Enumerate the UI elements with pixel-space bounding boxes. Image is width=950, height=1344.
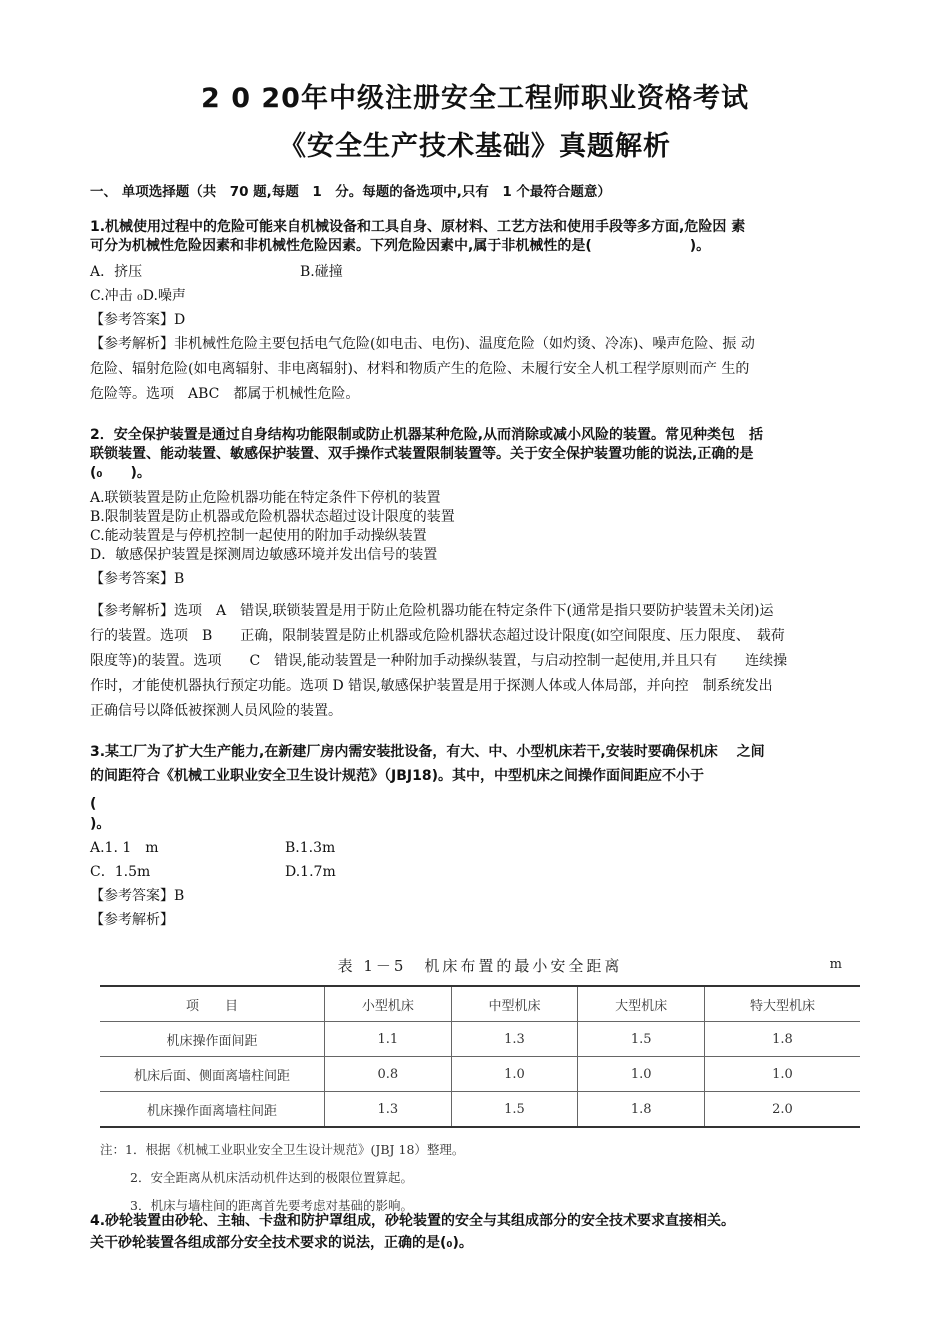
question-stem: 1.机械使用过程中的危险可能来自机械设备和工具自身、原材料、工艺方法和使用手段等多方面,危险因 素 可分为机械性危险因素和非机械性危险因素。下列危险因素中,属于非机械性的是( )。 <box>90 219 746 254</box>
question-stem: 4.砂轮装置由砂轮、主轴、卡盘和防护罩组成，砂轮装置的安全与其组成部分的安全技术要求直接相关。 关干砂轮装置各组成部分安全技术要求的说法，正确的是(₀)。 <box>90 1213 736 1251</box>
table-note: 3．机床与墙柱间的距离首先要考虑对基础的影响。 <box>130 1198 413 1213</box>
option-b: B.碰撞 <box>300 264 343 280</box>
table-cell: 1.8 <box>705 1022 860 1057</box>
question-stem: 2．安全保护装置是通过自身结构功能限制或防止机器某种危险,从而消除或减小风险的装置。常见种类包 括 联锁装置、能动装置、敏感保护装置、双手操作式装置限制装置等。关于安全保护装置功能的说法,正确的是 (₀ )。 <box>90 427 764 481</box>
answer: 【参考答案】B <box>90 888 185 904</box>
document-title: 2 0 20年中级注册安全工程师职业资格考试 <box>201 83 749 114</box>
table-cell: 1.3 <box>325 1092 452 1128</box>
option-b: B.1.3m <box>285 840 336 856</box>
option-d: D．敏感保护装置是探测周边敏感环境并发出信号的装置 <box>90 547 438 563</box>
answer-blank: ( )。 <box>90 796 111 832</box>
table-row <box>100 1092 860 1128</box>
analysis: 【参考解析】选项 A 错误,联锁装置是用于防止危险机器功能在特定条件下(通常是指只要防护装置未关闭)运 行的装置。选项 B 正确，限制装置是防止机器或危险机器状态超过设计限度(如空间限度、压力限度、 载荷 限度等)的装置。选项 C 错误,能动装置是一种附加手动操纵装置，与启动控制一起使用,并且只有 连续操 作时，才能使机器执行预定功能。选项 D 错误,敏感保护装置是用于探测人体或人体局部，并向控 制系统发出 正确信号以降低被探测人员风险的装置。 <box>90 603 788 719</box>
answer: 【参考答案】D <box>90 312 186 328</box>
table-cell: 1.3 <box>451 1022 578 1057</box>
option-a: A.联锁装置是防止危险机器功能在特定条件下停机的装置 <box>90 490 441 506</box>
table-header-cell: 特大型机床 <box>705 986 860 1022</box>
table-cell: 1.5 <box>451 1092 578 1128</box>
table-cell: 1.1 <box>325 1022 452 1057</box>
table-header-row <box>100 986 860 1022</box>
table-cell: 机床操作面间距 <box>100 1022 325 1057</box>
option-row <box>90 860 865 884</box>
option-row <box>90 260 865 284</box>
option-cd: C.冲击 ₀D.噪声 <box>90 288 186 304</box>
table-header-cell: 中型机床 <box>451 986 578 1022</box>
table-header-cell: 项 目 <box>100 986 325 1022</box>
table-caption: 表 1－5 机床布置的最小安全距离 m <box>337 957 842 975</box>
table-notes <box>100 1136 860 1220</box>
analysis-label: 【参考解析】 <box>90 912 174 928</box>
table-cell: 1.5 <box>578 1022 705 1057</box>
table-header-cell: 小型机床 <box>325 986 452 1022</box>
question-2 <box>90 426 865 724</box>
option-a: A.1. 1 m <box>90 840 159 856</box>
table-cell: 0.8 <box>325 1057 452 1092</box>
distance-table-figure <box>100 955 860 1220</box>
distance-table <box>100 985 860 1128</box>
analysis: 【参考解析】非机械性危险主要包括电气危险(如电击、电伤)、温度危险（如灼烫、冷冻)、噪声危险、振 动 危险、辐射危险(如电离辐射、非电离辐射)、材料和物质产生的危险、未履行安全人机工程学原则而产 生的 危险等。选项 ABC 都属于机械性危险。 <box>90 336 755 402</box>
table-cell: 机床后面、侧面离墙柱间距 <box>100 1057 325 1092</box>
option-list <box>90 489 865 565</box>
question-3 <box>90 740 865 932</box>
table-unit: m <box>829 957 842 972</box>
option-c: C.能动装置是与停机控制一起使用的附加手动操纵装置 <box>90 528 427 544</box>
option-b: B.限制装置是防止机器或危险机器状态超过设计限度的装置 <box>90 509 455 525</box>
document-subtitle: 《安全生产技术基础》真题解析 <box>279 131 671 162</box>
table-row <box>100 1057 860 1092</box>
option-row <box>90 836 865 860</box>
option-d: D.1.7m <box>285 864 336 880</box>
table-cell: 1.0 <box>578 1057 705 1092</box>
table-cell: 1.8 <box>578 1092 705 1128</box>
table-cell: 2.0 <box>705 1092 860 1128</box>
table-header-cell: 大型机床 <box>578 986 705 1022</box>
table-cell: 1.0 <box>705 1057 860 1092</box>
table-cell: 1.0 <box>451 1057 578 1092</box>
table-note: 2．安全距离从机床活动机件达到的极限位置算起。 <box>130 1170 413 1185</box>
section-heading: 一、 单项选择题（共 70 题,每题 1 分。每题的备选项中,只有 1 个最符合题意） <box>90 184 611 200</box>
option-c: C．1.5m <box>90 864 151 880</box>
option-a: A．挤压 <box>90 264 143 280</box>
table-row <box>100 1022 860 1057</box>
table-cell: 机床操作面离墙柱间距 <box>100 1092 325 1128</box>
question-1 <box>90 218 865 407</box>
answer: 【参考答案】B <box>90 571 185 587</box>
question-4 <box>90 1210 865 1254</box>
table-note: 注：1．根据《机械工业职业安全卫生设计规范》(JBJ 18）整理。 <box>100 1142 465 1157</box>
question-stem: 3.某工厂为了扩大生产能力,在新建厂房内需安装批设备，有大、中、小型机床若干,安装时要确保机床 之间 的间距符合《机械工业职业安全卫生设计规范》（JBJ18)。其中，中型机床之间操作面间距应不小于 <box>90 744 765 784</box>
